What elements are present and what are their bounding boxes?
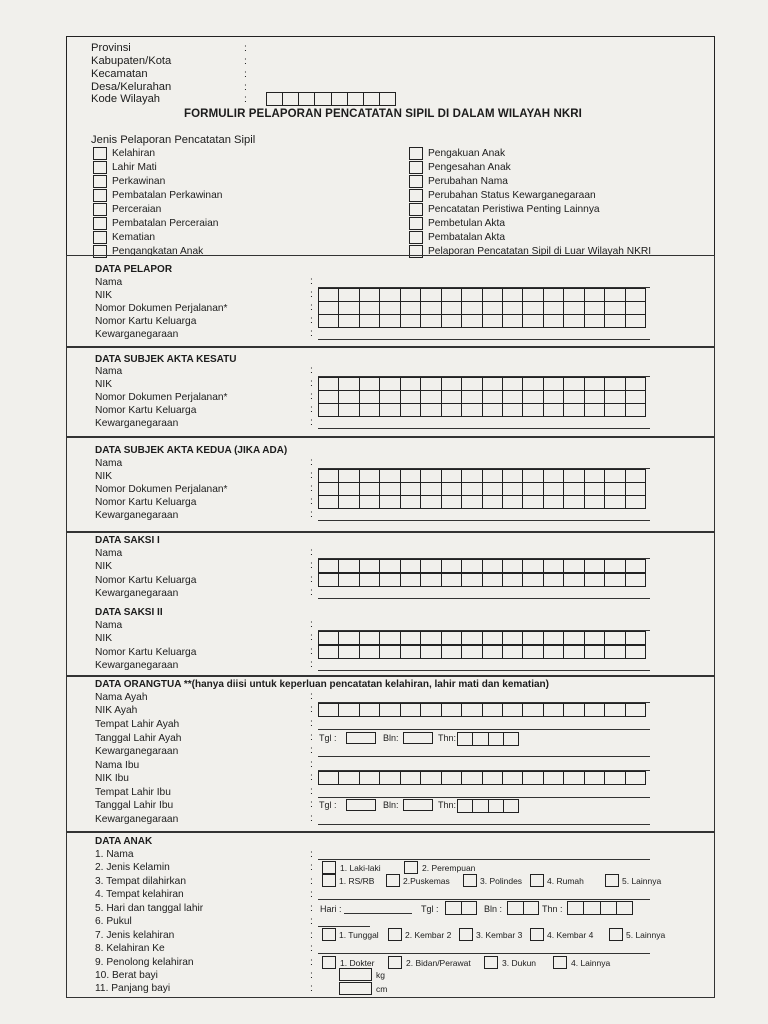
header-field-label: Provinsi: [91, 42, 131, 54]
subjek1-field-line[interactable]: [318, 428, 650, 429]
subjek2-field-label: Nomor Kartu Keluarga: [95, 497, 197, 508]
colon: :: [310, 982, 313, 994]
opt-label: 1. Dokter: [340, 958, 375, 968]
kode-wilayah-boxes[interactable]: [266, 92, 396, 106]
saksi1-field-boxes[interactable]: [318, 559, 646, 573]
jenis-label: Pembatalan Perkawinan: [112, 190, 223, 201]
colon: :: [310, 771, 313, 783]
colon: :: [244, 42, 247, 54]
colon: :: [310, 327, 313, 339]
header-field-label: Kabupaten/Kota: [91, 55, 172, 67]
opt-label: 2. Perempuan: [422, 863, 476, 873]
saksi1-field-line[interactable]: [318, 598, 650, 599]
pelapor-title: DATA PELAPOR: [95, 264, 173, 275]
orangtua-field-label: Tanggal Lahir Ayah: [95, 733, 182, 744]
jenis-label: Pengesahan Anak: [428, 162, 511, 173]
colon: :: [310, 559, 313, 571]
colon: :: [310, 546, 313, 558]
colon: :: [310, 758, 313, 770]
opt-checkbox[interactable]: [322, 874, 336, 887]
colon: :: [310, 942, 313, 954]
jenis-label: Perubahan Status Kewarganegaraan: [428, 190, 596, 201]
anak-field-label: 10. Berat bayi: [95, 970, 158, 981]
opt-checkbox[interactable]: [530, 874, 544, 887]
opt-label: 1. Laki-laki: [340, 863, 381, 873]
subjek2-field-boxes[interactable]: [318, 482, 646, 496]
tgl-label: Tgl :: [421, 904, 439, 914]
header-field-label: Kecamatan: [91, 68, 148, 80]
bln-box[interactable]: [403, 732, 433, 744]
subjek1-title: DATA SUBJEK AKTA KESATU: [95, 354, 237, 365]
saksi2-field-boxes[interactable]: [318, 631, 646, 645]
anak-title: DATA ANAK: [95, 836, 153, 847]
subjek2-field-label: Nama: [95, 458, 123, 469]
opt-checkbox[interactable]: [386, 874, 400, 887]
opt-label: 1. RS/RB: [339, 876, 375, 886]
thn-boxes[interactable]: [567, 901, 633, 915]
jenis-checkbox[interactable]: [409, 203, 423, 216]
orangtua-field-label: Kewarganegaraan: [95, 814, 179, 825]
saksi2-field-label: Nomor Kartu Keluarga: [95, 647, 197, 658]
colon: :: [310, 902, 313, 914]
colon: :: [310, 703, 313, 715]
kelahiran-ke-line[interactable]: [318, 953, 650, 954]
jenis-label: Kelahiran: [112, 148, 156, 159]
jenis-checkbox[interactable]: [409, 175, 423, 188]
opt-label: 3. Dukun: [502, 958, 537, 968]
anak-field-label: 8. Kelahiran Ke: [95, 943, 165, 954]
anak-frame: [66, 832, 715, 998]
subjek1-field-boxes[interactable]: [318, 390, 646, 404]
colon: :: [310, 618, 313, 630]
orangtua-nik-boxes[interactable]: [318, 771, 646, 785]
colon: :: [310, 929, 313, 941]
anak-field-label: 7. Jenis kelahiran: [95, 930, 175, 941]
jenis-label: Pembetulan Akta: [428, 218, 506, 229]
opt-checkbox[interactable]: [322, 928, 336, 941]
colon: :: [310, 314, 313, 326]
saksi1-title: DATA SAKSI I: [95, 535, 160, 546]
orangtua-nik-boxes[interactable]: [318, 703, 646, 717]
orangtua-field-label: Nama Ayah: [95, 692, 148, 703]
colon: :: [310, 798, 313, 810]
jenis-checkbox[interactable]: [93, 161, 107, 174]
opt-checkbox[interactable]: [322, 956, 336, 969]
colon: :: [310, 631, 313, 643]
orangtua-field-line[interactable]: [318, 729, 650, 730]
jenis-label: Perubahan Nama: [428, 176, 508, 187]
colon: :: [310, 301, 313, 313]
orangtua-field-label: Kewarganegaraan: [95, 746, 179, 757]
subjek1-field-boxes[interactable]: [318, 377, 646, 391]
saksi1-field-label: Nomor Kartu Keluarga: [95, 575, 197, 586]
thn-label: Thn:: [438, 800, 457, 810]
colon: :: [310, 875, 313, 887]
subjek2-field-boxes[interactable]: [318, 495, 646, 509]
saksi1-field-boxes[interactable]: [318, 573, 646, 587]
subjek2-field-label: NIK: [95, 471, 112, 482]
jenis-label: Pembatalan Akta: [428, 232, 506, 243]
opt-label: 1. Tunggal: [339, 930, 379, 940]
colon: :: [310, 403, 313, 415]
cm-label: cm: [376, 984, 388, 994]
jenis-label: Perkawinan: [112, 176, 166, 187]
colon: :: [310, 469, 313, 481]
hari-label: Hari :: [320, 904, 342, 914]
colon: :: [310, 377, 313, 389]
hari-line[interactable]: [344, 913, 412, 914]
pelapor-field-label: Kewarganegaraan: [95, 329, 179, 340]
colon: :: [310, 812, 313, 824]
saksi2-title: DATA SAKSI II: [95, 607, 163, 618]
jenis-checkbox[interactable]: [93, 231, 107, 244]
saksi2-field-line[interactable]: [318, 670, 650, 671]
jenis-checkbox[interactable]: [93, 203, 107, 216]
anak-field-label: 2. Jenis Kelamin: [95, 862, 170, 873]
colon: :: [310, 416, 313, 428]
subjek1-field-boxes[interactable]: [318, 403, 646, 417]
subjek2-field-label: Nomor Dokumen Perjalanan*: [95, 484, 228, 495]
opt-checkbox[interactable]: [553, 956, 567, 969]
orangtua-field-label: Tempat Lahir Ibu: [95, 787, 171, 798]
colon: :: [310, 275, 313, 287]
colon: :: [310, 364, 313, 376]
subjek2-title: DATA SUBJEK AKTA KEDUA (JIKA ADA): [95, 445, 288, 456]
tgl-boxes[interactable]: [445, 901, 477, 915]
opt-label: 5. Lainnya: [626, 930, 666, 940]
thn-label: Thn:: [438, 733, 457, 743]
subjek1-field-label: NIK: [95, 379, 112, 390]
pelapor-field-boxes[interactable]: [318, 314, 646, 328]
opt-checkbox[interactable]: [463, 874, 477, 887]
colon: :: [310, 495, 313, 507]
colon: :: [310, 785, 313, 797]
jenis-label: Pelaporan Pencatatan Sipil di Luar Wilayah NKRI: [428, 246, 652, 257]
subjek2-field-boxes[interactable]: [318, 469, 646, 483]
anak-field-label: 3. Tempat dilahirkan: [95, 876, 186, 887]
opt-checkbox[interactable]: [388, 928, 402, 941]
orangtua-field-label: NIK Ibu: [95, 773, 129, 784]
panjang-box[interactable]: [339, 982, 372, 995]
opt-label: 4. Rumah: [547, 876, 584, 886]
anak-field-label: 1. Nama: [95, 849, 134, 860]
header-field-label: Kode Wilayah: [91, 93, 161, 105]
anak-field-label: 6. Pukul: [95, 916, 132, 927]
tgl-label: Tgl :: [319, 733, 337, 743]
subjek1-field-label: Kewarganegaraan: [95, 418, 179, 429]
jenis-checkbox[interactable]: [93, 175, 107, 188]
colon: :: [244, 93, 247, 105]
saksi2-field-label: Kewarganegaraan: [95, 660, 179, 671]
opt-label: 4. Kembar 4: [547, 930, 594, 940]
opt-label: 2. Kembar 2: [405, 930, 452, 940]
jenis-checkbox[interactable]: [93, 217, 107, 230]
subjek1-field-label: Nomor Kartu Keluarga: [95, 405, 197, 416]
jenis-label: Perceraian: [112, 204, 162, 215]
jenis-label: Kematian: [112, 232, 156, 243]
form-title: FORMULIR PELAPORAN PENCATATAN SIPIL DI DALAM WILAYAH NKRI: [184, 108, 582, 120]
subjek1-field-label: Nama: [95, 366, 123, 377]
opt-checkbox[interactable]: [530, 928, 544, 941]
orangtua-field-label: NIK Ayah: [95, 705, 138, 716]
colon: :: [310, 690, 313, 702]
colon: :: [244, 55, 247, 67]
colon: :: [310, 956, 313, 968]
opt-label: 5. Lainnya: [622, 876, 662, 886]
saksi1-field-label: NIK: [95, 561, 112, 572]
jenis-checkbox[interactable]: [409, 147, 423, 160]
orangtua-field-line[interactable]: [318, 824, 650, 825]
colon: :: [310, 915, 313, 927]
pelapor-field-line[interactable]: [318, 339, 650, 340]
colon: :: [310, 717, 313, 729]
thn-boxes[interactable]: [457, 799, 519, 813]
orangtua-field-label: Tanggal Lahir Ibu: [95, 800, 174, 811]
colon: :: [310, 658, 313, 670]
pukul-line[interactable]: [318, 926, 370, 927]
orangtua-title: DATA ORANGTUA **(hanya diisi untuk keperluan pencatatan kelahiran, lahir mati dan kematian): [95, 679, 549, 690]
colon: :: [310, 969, 313, 981]
bln-boxes[interactable]: [507, 901, 539, 915]
colon: :: [310, 482, 313, 494]
berat-box[interactable]: [339, 968, 372, 981]
colon: :: [310, 744, 313, 756]
pelapor-field-label: Nomor Kartu Keluarga: [95, 316, 197, 327]
jenis-label: Pencatatan Peristiwa Penting Lainnya: [428, 204, 600, 215]
jenis-label: Pengangkatan Anak: [112, 246, 204, 257]
saksi2-field-label: NIK: [95, 633, 112, 644]
pelapor-field-label: Nomor Dokumen Perjalanan*: [95, 303, 228, 314]
saksi1-field-label: Kewarganegaraan: [95, 588, 179, 599]
jenis-checkbox[interactable]: [409, 231, 423, 244]
colon: :: [310, 645, 313, 657]
anak-nama-line[interactable]: [318, 859, 650, 860]
saksi2-field-label: Nama: [95, 620, 123, 631]
jenis-checkbox[interactable]: [93, 189, 107, 202]
saksi1-field-label: Nama: [95, 548, 123, 559]
jenis-checkbox[interactable]: [409, 161, 423, 174]
jenis-label: Pembatalan Perceraian: [112, 218, 219, 229]
jenis-checkbox[interactable]: [93, 147, 107, 160]
tgl-label: Tgl :: [319, 800, 337, 810]
subjek2-field-line[interactable]: [318, 520, 650, 521]
anak-tempat-kelahiran-line[interactable]: [318, 899, 650, 900]
jenis-label: Lahir Mati: [112, 162, 157, 173]
orangtua-field-label: Nama Ibu: [95, 760, 140, 771]
pelapor-field-label: NIK: [95, 290, 112, 301]
opt-label: 2.Puskemas: [403, 876, 450, 886]
opt-checkbox[interactable]: [322, 861, 336, 874]
colon: :: [310, 848, 313, 860]
tgl-box[interactable]: [346, 799, 376, 811]
colon: :: [310, 586, 313, 598]
thn-label: Thn :: [542, 904, 563, 914]
anak-field-label: 11. Panjang bayi: [95, 983, 171, 994]
opt-checkbox[interactable]: [484, 956, 498, 969]
kg-label: kg: [376, 970, 385, 980]
header-field-label: Desa/Kelurahan: [91, 81, 172, 93]
colon: :: [310, 888, 313, 900]
colon: :: [244, 81, 247, 93]
orangtua-field-label: Tempat Lahir Ayah: [95, 719, 180, 730]
anak-field-label: 4. Tempat kelahiran: [95, 889, 184, 900]
colon: :: [310, 508, 313, 520]
saksi2-field-boxes[interactable]: [318, 645, 646, 659]
opt-checkbox[interactable]: [605, 874, 619, 887]
colon: :: [310, 456, 313, 468]
opt-label: 3. Kembar 3: [476, 930, 523, 940]
colon: :: [310, 573, 313, 585]
opt-label: 4. Lainnya: [571, 958, 611, 968]
pelapor-field-boxes[interactable]: [318, 301, 646, 315]
bln-label: Bln:: [383, 800, 399, 810]
jenis-checkbox[interactable]: [409, 217, 423, 230]
jenis-checkbox[interactable]: [409, 189, 423, 202]
subjek2-field-label: Kewarganegaraan: [95, 510, 179, 521]
colon: :: [310, 861, 313, 873]
colon: :: [310, 731, 313, 743]
pelapor-field-label: Nama: [95, 277, 123, 288]
opt-checkbox[interactable]: [388, 956, 402, 969]
subjek1-field-label: Nomor Dokumen Perjalanan*: [95, 392, 228, 403]
bln-box[interactable]: [403, 799, 433, 811]
colon: :: [310, 390, 313, 402]
thn-boxes[interactable]: [457, 732, 519, 746]
opt-checkbox[interactable]: [609, 928, 623, 941]
colon: :: [310, 288, 313, 300]
bln-label: Bln :: [484, 904, 503, 914]
orangtua-field-line[interactable]: [318, 756, 650, 757]
opt-label: 3. Polindes: [480, 876, 523, 886]
bln-label: Bln:: [383, 733, 399, 743]
pelapor-field-boxes[interactable]: [318, 288, 646, 302]
jenis-label: Pengakuan Anak: [428, 148, 506, 159]
opt-label: 2. Bidan/Perawat: [406, 958, 471, 968]
opt-checkbox[interactable]: [404, 861, 418, 874]
anak-field-label: 9. Penolong kelahiran: [95, 957, 194, 968]
opt-checkbox[interactable]: [459, 928, 473, 941]
tgl-box[interactable]: [346, 732, 376, 744]
colon: :: [244, 68, 247, 80]
jenis-heading: Jenis Pelaporan Pencatatan Sipil: [91, 134, 256, 146]
orangtua-field-line[interactable]: [318, 797, 650, 798]
anak-field-label: 5. Hari dan tanggal lahir: [95, 903, 204, 914]
